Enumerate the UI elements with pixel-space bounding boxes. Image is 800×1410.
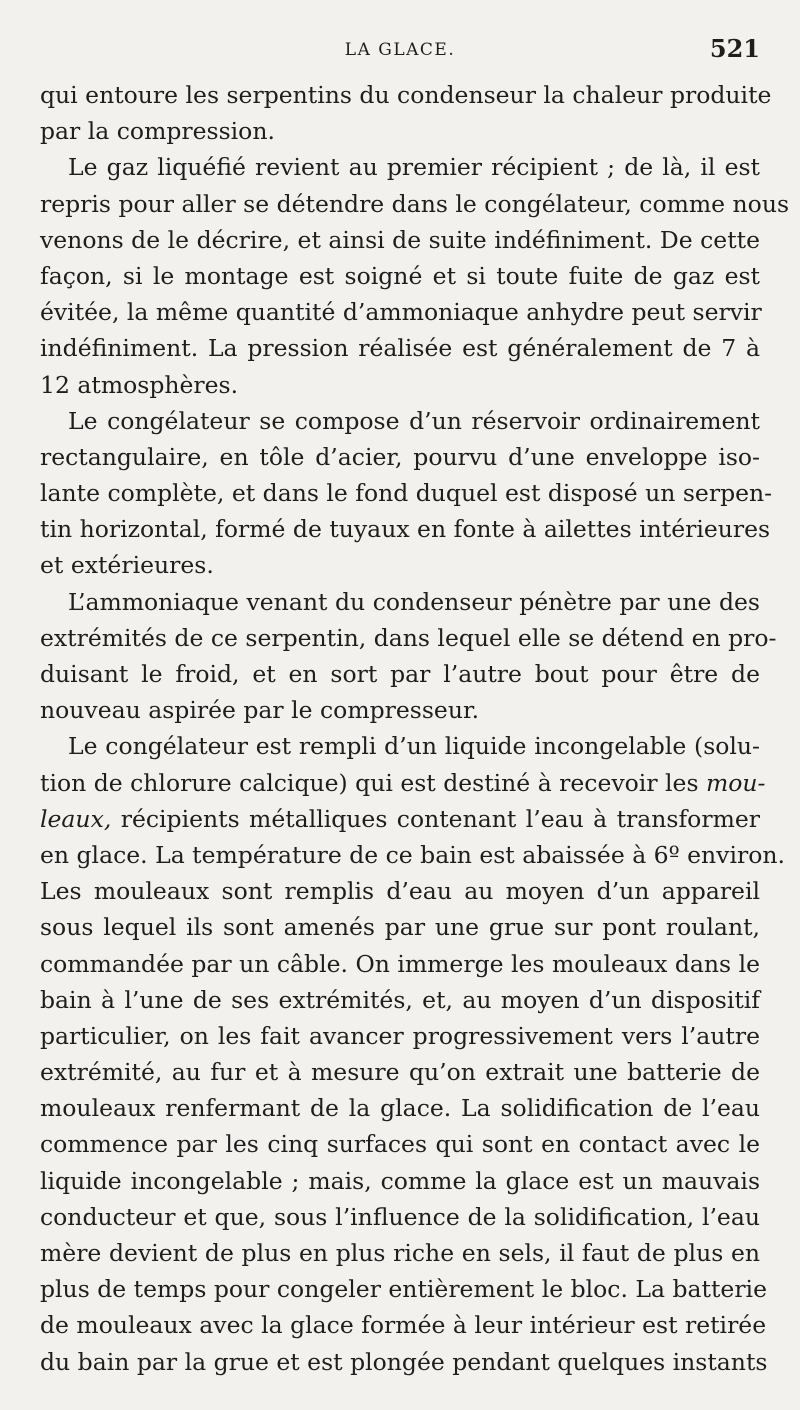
- line-text: évitée, la même quantité d’ammoniaque anhydre peut servir: [40, 298, 762, 327]
- text-line: [40, 1163, 760, 1199]
- line-text: façon, si le montage est soigné et si toute fuite de gaz est: [40, 261, 760, 290]
- line-text: repris pour aller se détendre dans le congélateur, comme nous: [40, 189, 790, 218]
- text-line: [40, 511, 771, 547]
- text-line: [40, 620, 777, 656]
- line-text: qui entoure les serpentins du condenseur la chaleur produite: [40, 81, 772, 109]
- line-text: L’ammoniaque venant du condenseur pénètre par une des: [68, 587, 760, 616]
- page-header: [40, 34, 760, 70]
- page-number: 521: [709, 34, 760, 63]
- line-text: tion de chlorure calcique) qui est destiné à recevoir les: [40, 768, 706, 797]
- line-text: Le congélateur est rempli d’un liquide incongelable (solu-: [68, 732, 760, 761]
- line-text: de mouleaux avec la glace formée à leur intérieur est retirée: [40, 1311, 767, 1340]
- line-text: extrémités de ce serpentin, dans lequel elle se détend en pro-: [40, 623, 777, 652]
- text-line: [40, 1307, 767, 1343]
- text-line: [40, 294, 760, 330]
- text-line: [40, 330, 760, 366]
- line-text: tin horizontal, formé de tuyaux en fonte à ailettes intérieures: [40, 515, 771, 544]
- text-line: [40, 692, 760, 728]
- text-line: [40, 728, 760, 764]
- line-text: commence par les cinq surfaces qui sont en contact avec le: [40, 1130, 760, 1159]
- body-text: [40, 77, 790, 1380]
- line-text: duisant le froid, et en sort par l’autre bout pour être de: [40, 660, 760, 688]
- line-text: nouveau aspirée par le compresseur.: [40, 696, 480, 725]
- text-line: [40, 547, 760, 583]
- text-line: [40, 1054, 760, 1090]
- text-line: [40, 367, 760, 403]
- line-text: 12 atmosphères.: [40, 370, 239, 399]
- line-text: du bain par la grue et est plongée pendant quelques instants: [40, 1347, 768, 1376]
- line-text: indéfiniment. La pression réalisée est généralement de 7 à: [40, 334, 760, 363]
- text-line: [40, 403, 760, 439]
- text-line: [40, 1271, 767, 1307]
- text-line: [40, 656, 760, 692]
- line-text: sous lequel ils sont amenés par une grue sur pont roulant,: [40, 913, 760, 942]
- line-text: mère devient de plus en plus riche en sels, il faut de plus en: [40, 1239, 760, 1267]
- text-line: [40, 909, 760, 945]
- text-line: [40, 77, 772, 113]
- line-text: Le congélateur se compose d’un réservoir ordinairement: [68, 406, 760, 435]
- text-line: [40, 1018, 760, 1054]
- text-line: [40, 982, 760, 1018]
- text-line: [40, 222, 760, 258]
- text-line: [40, 946, 760, 982]
- running-head: LA GLACE.: [344, 40, 456, 60]
- text-line: [40, 873, 760, 909]
- line-text: Les mouleaux sont remplis d’eau au moyen d’un appareil: [40, 877, 760, 906]
- italic-text: mou-: [705, 768, 766, 797]
- line-text: Le gaz liquéfié revient au premier récipient ; de là, il est: [68, 153, 760, 182]
- text-line: [40, 186, 790, 222]
- text-line: [40, 801, 760, 837]
- text-line: [40, 149, 760, 185]
- text-line: [40, 1235, 760, 1271]
- text-line: [40, 837, 785, 873]
- line-text: et extérieures.: [40, 551, 214, 580]
- line-text: plus de temps pour congeler entièrement le bloc. La batterie: [40, 1275, 767, 1304]
- line-text: bain à l’une de ses extrémités, et, au moyen d’un dispositif: [40, 985, 760, 1014]
- text-line: [40, 1199, 760, 1235]
- text-line: [40, 258, 760, 294]
- line-text: récipients métalliques contenant l’eau à transformer: [111, 804, 760, 833]
- text-line: [40, 1344, 768, 1380]
- line-text: conducteur et que, sous l’influence de la solidification, l’eau: [40, 1202, 760, 1231]
- line-text: extrémité, au fur et à mesure qu’on extrait une batterie de: [40, 1058, 760, 1087]
- text-line: [40, 475, 773, 511]
- line-text: liquide incongelable ; mais, comme la glace est un mauvais: [40, 1166, 760, 1195]
- line-text: commandée par un câble. On immerge les mouleaux dans le: [40, 949, 760, 978]
- line-text: en glace. La température de ce bain est abaissée à 6º environ.: [40, 840, 785, 869]
- text-line: [40, 765, 766, 801]
- text-line: [40, 584, 760, 620]
- italic-text: leaux,: [40, 804, 112, 833]
- line-text: rectangulaire, en tôle d’acier, pourvu d’une enveloppe iso-: [40, 442, 760, 471]
- text-line: [40, 1090, 760, 1126]
- line-text: venons de le décrire, et ainsi de suite indéfiniment. De cette: [40, 225, 760, 254]
- line-text: particulier, on les fait avancer progressivement vers l’autre: [40, 1021, 760, 1050]
- text-line: [40, 439, 760, 475]
- line-text: lante complète, et dans le fond duquel est disposé un serpen-: [40, 479, 773, 508]
- line-text: mouleaux renfermant de la glace. La solidification de l’eau: [40, 1094, 760, 1123]
- line-text: par la compression.: [40, 117, 275, 146]
- text-line: [40, 113, 760, 149]
- text-line: [40, 1126, 760, 1162]
